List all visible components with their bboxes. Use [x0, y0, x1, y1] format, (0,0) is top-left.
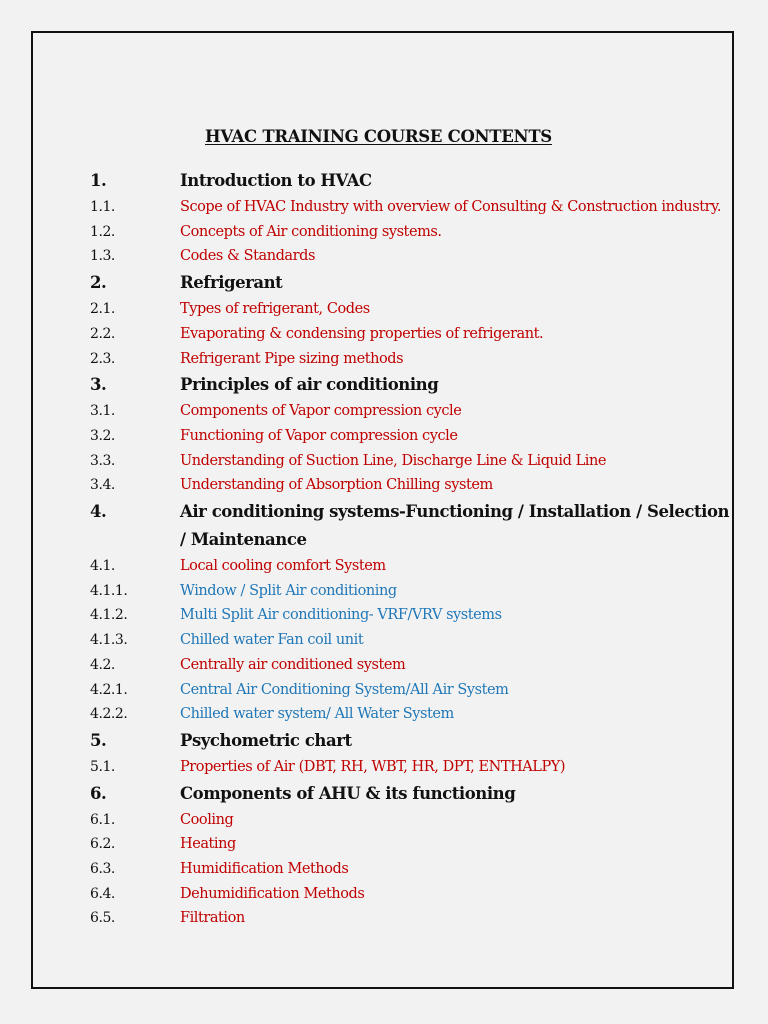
section-heading [90, 371, 730, 399]
item-number: 1.2. [90, 223, 115, 240]
table-of-contents [90, 167, 730, 931]
list-item [90, 220, 730, 245]
item-text: Heating [180, 836, 236, 853]
item-text: Components of Vapor compression cycle [180, 403, 462, 420]
item-text: Centrally air conditioned system [180, 656, 406, 673]
item-text: Properties of Air (DBT, RH, WBT, HR, DPT, ENTHALPY) [180, 758, 566, 775]
item-number: 2.1. [90, 301, 115, 318]
item-number: 2.2. [90, 325, 115, 342]
item-number: 1.3. [90, 248, 115, 265]
item-number: 5.1. [90, 758, 115, 775]
list-item [90, 244, 730, 269]
item-text: Chilled water system/ All Water System [180, 706, 454, 723]
section-number: 2. [90, 273, 107, 293]
item-text: Scope of HVAC Industry with overview of Consulting & Construction industry. [180, 199, 722, 215]
item-text: Codes & Standards [180, 248, 315, 265]
item-text: Local cooling comfort System [180, 558, 386, 575]
list-item [90, 678, 730, 703]
item-text: Central Air Conditioning System/All Air System [180, 681, 509, 698]
item-number: 6.5. [90, 910, 115, 927]
item-text: Evaporating & condensing properties of refrigerant. [180, 325, 544, 342]
list-item [90, 424, 730, 449]
document-title: HVAC TRAINING COURSE CONTENTS [205, 127, 552, 146]
document-page [31, 31, 734, 989]
item-text: Multi Split Air conditioning- VRF/VRV systems [180, 607, 502, 624]
list-item [90, 857, 730, 882]
section-title: Psychometric chart [180, 730, 352, 750]
list-item [90, 347, 730, 372]
section-heading [90, 498, 730, 554]
list-item [90, 322, 730, 347]
item-number: 2.3. [90, 350, 115, 367]
item-text: Understanding of Suction Line, Discharge Line & Liquid Line [180, 452, 606, 469]
item-text: Cooling [180, 811, 234, 828]
list-item [90, 195, 730, 220]
section-heading [90, 269, 730, 297]
item-number: 1.1. [90, 199, 115, 215]
section-title: Introduction to HVAC [180, 171, 372, 190]
item-number: 4.2.2. [90, 706, 128, 723]
item-text: Humidification Methods [180, 861, 349, 878]
section-title: Principles of air conditioning [180, 375, 439, 395]
list-item [90, 554, 730, 579]
item-text: Filtration [180, 910, 245, 927]
item-text: Dehumidification Methods [180, 885, 365, 902]
section-heading [90, 780, 730, 808]
list-item [90, 882, 730, 907]
item-text: Window / Split Air conditioning [180, 582, 397, 599]
list-item [90, 832, 730, 857]
item-number: 3.4. [90, 477, 115, 494]
item-number: 3.2. [90, 427, 115, 444]
item-text: Types of refrigerant, Codes [180, 301, 370, 318]
item-number: 4.1.3. [90, 632, 128, 649]
item-number: 4.1.2. [90, 607, 128, 624]
section-number: 4. [90, 502, 107, 522]
item-number: 6.1. [90, 811, 115, 828]
section-number: 1. [90, 171, 107, 190]
list-item [90, 702, 730, 727]
list-item [90, 755, 730, 780]
section-number: 6. [90, 783, 107, 803]
item-number: 4.2. [90, 656, 115, 673]
item-number: 6.4. [90, 885, 115, 902]
list-item [90, 808, 730, 833]
item-text: Refrigerant Pipe sizing methods [180, 350, 404, 367]
list-item [90, 906, 730, 931]
section-heading [90, 167, 730, 195]
section-heading [90, 727, 730, 755]
list-item [90, 603, 730, 628]
list-item [90, 399, 730, 424]
list-item [90, 297, 730, 322]
list-item [90, 449, 730, 474]
item-number: 4.1.1. [90, 582, 128, 599]
list-item [90, 473, 730, 498]
list-item [90, 653, 730, 678]
section-title: Refrigerant [180, 273, 283, 293]
item-number: 4.1. [90, 558, 115, 575]
item-text: Functioning of Vapor compression cycle [180, 427, 458, 444]
item-number: 3.3. [90, 452, 115, 469]
section-title: Air conditioning systems-Functioning / Installation / Selection / Maintenance [180, 502, 730, 550]
section-number: 3. [90, 375, 107, 395]
item-text: Concepts of Air conditioning systems. [180, 223, 442, 240]
item-number: 6.3. [90, 861, 115, 878]
item-number: 3.1. [90, 403, 115, 420]
item-number: 6.2. [90, 836, 115, 853]
list-item [90, 579, 730, 604]
section-number: 5. [90, 730, 107, 750]
item-number: 4.2.1. [90, 681, 128, 698]
section-title: Components of AHU & its functioning [180, 783, 516, 803]
list-item [90, 628, 730, 653]
item-text: Chilled water Fan coil unit [180, 632, 364, 649]
item-text: Understanding of Absorption Chilling system [180, 477, 493, 494]
